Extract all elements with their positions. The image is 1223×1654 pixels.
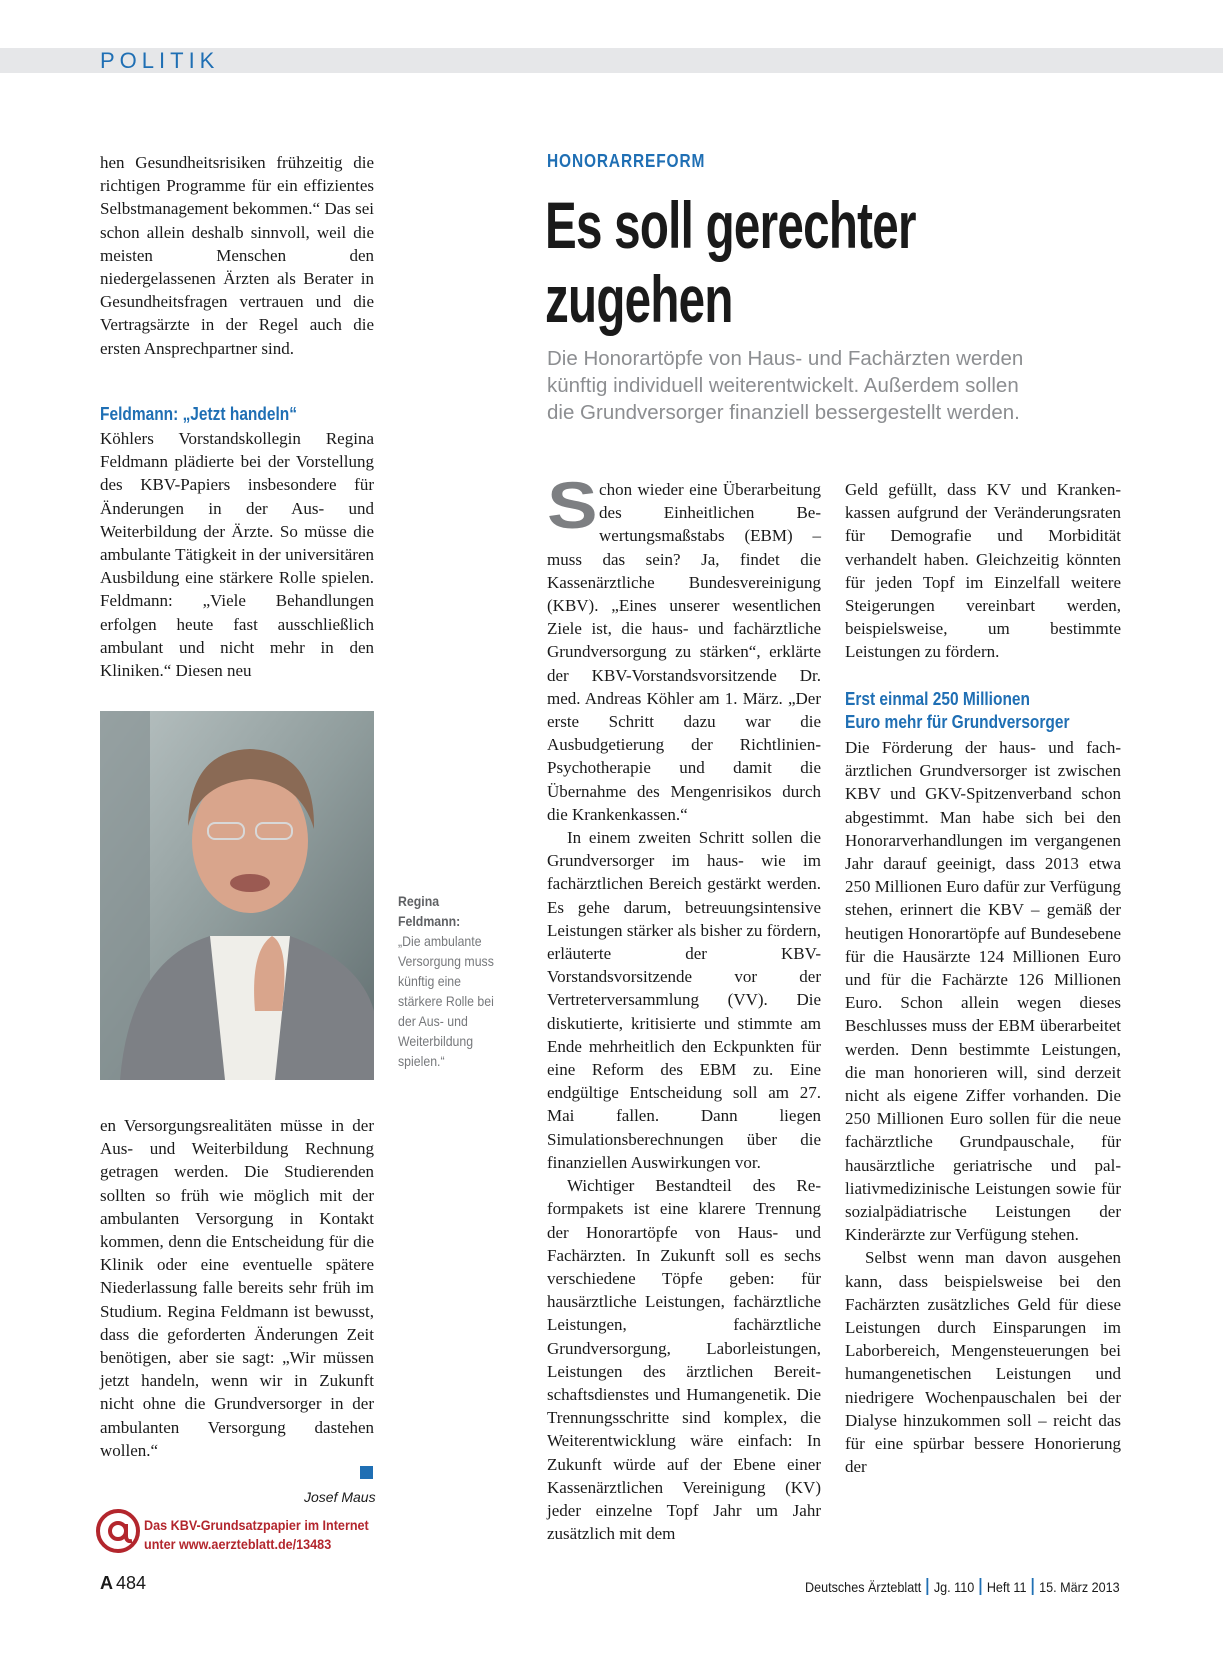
page-number xyxy=(100,1573,146,1594)
at-sign-icon xyxy=(95,1508,141,1554)
left-column-top xyxy=(100,151,374,360)
headline-line-2: zugehen xyxy=(545,262,733,336)
page-prefix: A xyxy=(100,1573,113,1593)
online-line-1: Das KBV-Grundsatzpapier im Internet xyxy=(144,1517,369,1533)
headline-line-1: Es soll gerechter xyxy=(545,188,916,262)
left-column-mid xyxy=(100,427,374,682)
article-column-1 xyxy=(547,468,821,1545)
deck-line-3: die Grundversorger finanziell bessergestellt werden. xyxy=(547,401,1020,424)
drop-cap: S xyxy=(547,468,598,542)
photo-caption xyxy=(398,891,502,1071)
article-column-2 xyxy=(845,478,1121,664)
footer-separator xyxy=(927,1578,929,1595)
article-subhead xyxy=(845,688,1070,734)
left-mid-paragraph: Köhlers Vorstandskollegin Regina Feldmann plädierte bei der Vorstellung des KBV-Papiers insbesondere für Änderungen in der Aus- und Weiterbildung der Ärzte. So müsse die ambulante Tätigkeit in der universitären Ausbildung eine stärkere Rolle spielen. Feldmann: „Viele Behandlungen erfolgen heute fast ausschließlich ambulant und nicht mehr in den Kliniken.“ Diesen neu xyxy=(100,429,374,681)
author-name: Josef Maus xyxy=(304,1489,376,1505)
left-bottom-paragraph: en Versorgungsrealitäten müsse in der Aus- und Weiterbildung Rechnung getragen werden. Die Studierenden sollten so früh wie möglich mit der ambulanten Versorgung in Kontakt kommen, denn die Entscheidung für die Klinik oder eine eventuelle spätere Niederlassung falle bereits sehr früh im Studium. Regina Feldmann ist bewusst, dass die geforderten Änderungen Zeit benötigen, aber sie sagt: „Wir müssen jetzt handeln, wenn wir in Zukunft nicht ohne die Grundversorger in der ambulanten Versorgung dastehen wollen.“ xyxy=(100,1116,374,1460)
online-reference[interactable] xyxy=(144,1516,369,1554)
deck-line-1: Die Honorartöpfe von Haus- und Fachärzten werden xyxy=(547,347,1024,370)
article-column-2-lower xyxy=(845,736,1121,1479)
footer-journal: Deutsches Ärzteblatt xyxy=(805,1579,922,1595)
portrait-photo xyxy=(100,711,374,1080)
article-paragraph-3: Wichtiger Bestandteil des Reformpakets ist eine klarere Trennung der Honorartöpfe von Haus- und Fachärzten. In Zukunft soll es sechs verschiedene Töpfe geben: für hausärztliche Leistungen, fachärztliche Leistungen, fachärztliche Grundversorgung, Laborleistungen, Leistungen des ärztlichen Bereitschaftsdienstes und Humangenetik. Die Trennungsschritte sind komplex, die Weiterentwicklung wäre einfach: In Zukunft würde auf der Ebene einer Kassenärztlichen Vereinigung (KV) jeder einzelne Topf Jahr um Jahr zusätzlich mit dem xyxy=(547,1176,821,1544)
left-column-bottom xyxy=(100,1114,374,1462)
footer-volume: Jg. 110 xyxy=(934,1579,975,1595)
footer-separator xyxy=(980,1578,982,1595)
left-top-paragraph: hen Gesundheitsrisiken frühzeitig die richtigen Programme für ein effizientes Selbstmanagement bekommen.“ Das sei schon allein deshalb sinnvoll, weil die meisten Menschen den niedergelassenen Ärzten als Berater in Gesundheitsfragen vertrauen und die Vertragsärzte in der Regel auch die ersten Ansprechpartner sind. xyxy=(100,153,374,358)
article-headline xyxy=(545,188,916,336)
article-paragraph-1 xyxy=(547,468,821,826)
online-line-2[interactable]: unter www.aerzteblatt.de/13483 xyxy=(144,1536,332,1552)
left-subhead: Feldmann: „Jetzt handeln“ xyxy=(100,404,297,424)
page-number-value: 484 xyxy=(116,1573,147,1593)
article-paragraph-1-text: chon wieder eine Überarbeitung des Einheitlichen Bewertungsmaßstabs (EBM) – muss das sein? Ja, findet die Kassenärztliche Bundesvereinigung (KBV). „Eines unserer wesentlichen Ziele ist, die haus- und fachärztliche Grundversorgung zu stärken“, erklärte der KBV-Vorstandsvorsitzende Dr. med. Andreas Köhler am 1. März. „Der erste Schritt dazu war die Ausbudgetierung der Richtlinien-Psychotherapie und damit die Übernahme des Mengenrisikos durch die Krankenkassen.“ xyxy=(547,480,821,824)
article-paragraph-5: Die Förderung der haus- und fachärztlichen Grundversorger ist zwischen KBV und GKV-Spitzenverband schon abgestimmt. Man habe sich bei den Honorarverhandlungen im vergangenen Jahr darauf geeinigt, dass 2013 etwa 250 Millionen Euro dafür zur Verfügung stehen, erinnert die KBV – gemäß der heutigen Honorartöpfe auf Bundesebene für die Hausärzte 124 Millionen Euro und für die Fachärzte 126 Millionen Euro. Schon allein wegen dieses Beschlusses muss der EBM überarbeitet werden. Denn bestimmte Leistungen, die man honorieren will, sind derzeit nicht als eigene Ziffer vorhanden. Die 250 Millionen Euro sollen für die neue fachärztliche Grundpauschale, für hausärztliche geriatrische und palliativmedizinische Leistungen sowie für sozialpädiatrische Leistungen der Kinderärzte zur Verfügung stehen. xyxy=(845,738,1121,1245)
deck-line-2: künftig individuell weiterentwickelt. Außerdem sollen xyxy=(547,374,1019,397)
article-paragraph-6: Selbst wenn man davon ausgehen kann, dass beispielsweise bei den Fachärzten zusätzliches Geld für diese Leistungen durch Einsparungen im Laborbereich, Mengensteuerungen bei humangenetischen Leistungen und niedrigere Wochenpauschalen bei der Dialyse hinzukommen soll – reicht das für eine spürbar bessere Honorierung der xyxy=(845,1248,1121,1477)
footer-issue: Heft 11 xyxy=(987,1579,1027,1595)
article-kicker: HONORARREFORM xyxy=(547,151,706,171)
article-paragraph-2: In einem zweiten Schritt sollen die Grundversorger im haus- wie im fachärztlichen Bereich gestärkt werden. Es gehe darum, betreuungsintensive Leistungen stärker als bisher zu fördern, erläuterte der KBV-Vorstandsvorsitzende vor der Vertreterversammlung (VV). Die diskutierte, kritisierte und stimmte am Ende mehrheitlich den Eckpunkten für eine Reform des EBM zu. Eine endgültige Entscheidung soll am 27. Mai fallen. Dann liegen Simulationsberechnungen über die finanziellen Auswirkungen vor. xyxy=(547,828,821,1172)
footer-meta xyxy=(805,1578,1120,1595)
footer-date: 15. März 2013 xyxy=(1039,1579,1120,1595)
caption-quote: „Die ambulante Versorgung muss künftig eine stärkere Rolle bei der Aus- und Weiterbildung spielen.“ xyxy=(398,933,494,1069)
article-paragraph-4: Geld gefüllt, dass KV und Krankenkassen aufgrund der Veränderungsraten für Demografie und Morbidität verhandelt haben. Gleichzeitig könnten für jeden Topf im Einzelfall weitere Steigerungen vereinbart werden, beispielsweise, um bestimmte Leistungen zu fördern. xyxy=(845,480,1121,662)
end-mark xyxy=(360,1466,373,1479)
caption-name: Regina Feldmann: xyxy=(398,893,461,929)
section-label: POLITIK xyxy=(100,48,220,73)
article-subhead-line-2: Euro mehr für Grundversorger xyxy=(845,712,1070,732)
footer-separator xyxy=(1032,1578,1034,1595)
article-subhead-line-1: Erst einmal 250 Millionen xyxy=(845,689,1030,709)
article-deck xyxy=(547,345,1127,426)
